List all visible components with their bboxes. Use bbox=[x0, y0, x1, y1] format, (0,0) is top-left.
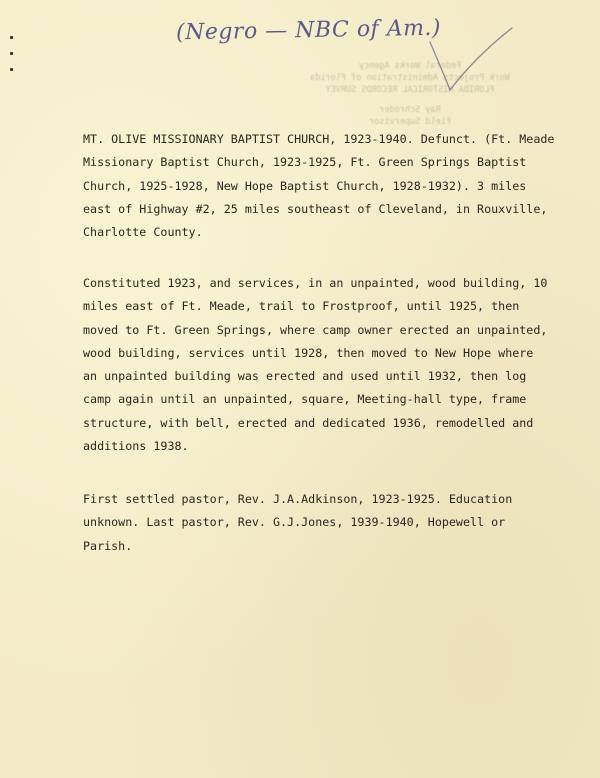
text-line: Church, 1925-1928, New Hope Baptist Church, 1928-1932). 3 miles bbox=[83, 178, 527, 193]
text-line: Missionary Baptist Church, 1923-1925, Ft. Green Springs Baptist bbox=[83, 155, 527, 170]
text-line: wood building, services until 1928, then moved to New Hope where bbox=[83, 345, 534, 360]
text-line: structure, with bell, erected and dedicated 1936, remodelled and bbox=[83, 415, 534, 430]
text-line: moved to Ft. Green Springs, where camp owner erected an unpainted, bbox=[83, 322, 548, 337]
text-line: First settled pastor, Rev. J.A.Adkinson, 1923-1925. Education bbox=[83, 492, 513, 506]
text-line: MT. OLIVE MISSIONARY BAPTIST CHURCH, 1923-1940. Defunct. (Ft. Meade bbox=[83, 132, 555, 146]
handwritten-annotation: (Negro — NBC of Am.) bbox=[175, 15, 442, 46]
text-line: Constituted 1923, and services, in an unpainted, wood building, 10 bbox=[83, 276, 548, 290]
text-line: Charlotte County. bbox=[83, 225, 203, 240]
text-line: camp again until an unpainted, square, Meeting-hall type, frame bbox=[83, 392, 527, 407]
text-line: additions 1938. bbox=[83, 439, 189, 454]
paragraph-church-history bbox=[83, 272, 553, 458]
paragraph-pastors bbox=[83, 488, 553, 558]
text-line: east of Highway #2, 25 miles southeast of Cleveland, in Rouxville, bbox=[83, 201, 548, 216]
edge-punch-marks bbox=[10, 36, 13, 84]
text-line: Parish. bbox=[83, 538, 133, 553]
text-line: miles east of Ft. Meade, trail to Frostproof, until 1925, then bbox=[83, 299, 520, 314]
bleed-through-text: Federal Works Agency Work Projects Administration of Florida FLORIDA HISTORICAL RECORDS SURVEY Ray Schroder Field Supervisor bbox=[310, 61, 510, 127]
text-line: unknown. Last pastor, Rev. G.J.Jones, 1939-1940, Hopewell or bbox=[83, 515, 506, 530]
paragraph-church-summary bbox=[83, 128, 553, 244]
text-line: an unpainted building was erected and used until 1932, then log bbox=[83, 369, 527, 384]
